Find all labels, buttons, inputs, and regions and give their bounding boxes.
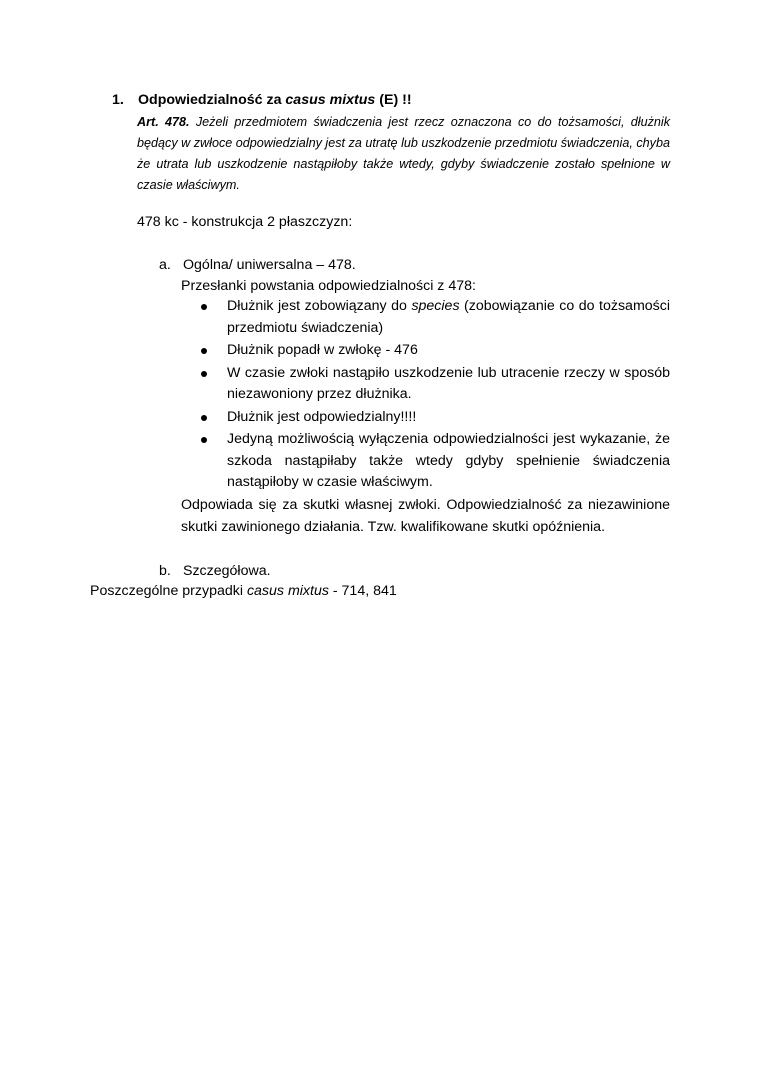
section-a-title <box>159 255 356 276</box>
section-heading <box>112 90 412 110</box>
list-item: W czasie zwłoki nastąpiło uszkodzenie lub utracenie rzeczy w sposób niezawoniony przez dłużnika. <box>199 363 670 406</box>
list-item: Jedyną możliwością wyłączenia odpowiedzialności jest wykazanie, że szkoda nastąpiłaby także wtedy gdyby spełnienie świadczenia nastąpiłoby w czasie właściwym. <box>199 429 670 494</box>
heading-prefix: Odpowiedzialność za <box>138 92 286 108</box>
heading-emph: casus mixtus <box>285 92 376 108</box>
bullet-icon <box>201 304 207 310</box>
section-a-title-text: Ogólna/ uniwersalna – 478. <box>183 257 356 273</box>
article-text: Jeżeli przedmiotem świadczenia jest rzecz oznaczona co do tożsamości, dłużnik będący w zwłoce odpowiedzialny jest za utratę lub uszkodzenie przedmiotu świadczenia, chyba że utrata lub uszkodzenie nastąpiłoby także wtedy, gdyby świadczenie zostało spełnione w czasie właściwym. <box>137 115 670 192</box>
heading-suffix: (E) !! <box>375 92 412 108</box>
bullet-icon <box>201 371 207 377</box>
list-item: Dłużnik jest odpowiedzialny!!!! <box>199 407 670 429</box>
section-a-letter: a. <box>159 257 171 273</box>
bullet-icon <box>201 437 207 443</box>
article-tag: Art. 478. <box>137 115 190 129</box>
bullet-icon <box>201 415 207 421</box>
footer-line: Poszczególne przypadki casus mixtus - 714, 841 <box>90 583 397 599</box>
section-b-letter: b. <box>159 563 171 579</box>
section-b-title <box>159 561 271 582</box>
section-b-title-text: Szczegółowa. <box>183 563 271 579</box>
article-quote <box>137 112 670 196</box>
section-a-closing: Odpowiada się za skutki własnej zwłoki. Odpowiedzialność za niezawinione skutki zawinionego działania. Tzw. kwalifikowane skutki opóźnienia. <box>181 497 670 535</box>
premises-list <box>199 296 670 495</box>
list-item: Dłużnik jest zobowiązany do species (zobowiązanie co do tożsamości przedmiotu świadczenia) <box>199 296 670 339</box>
bullet-icon <box>201 348 207 354</box>
intro-line: 478 kc - konstrukcja 2 płaszczyzn: <box>137 214 353 230</box>
list-item: Dłużnik popadł w zwłokę - 476 <box>199 340 670 362</box>
section-a-subtitle: Przesłanki powstania odpowiedzialności z 478: <box>181 278 476 294</box>
heading-number: 1. <box>112 92 124 108</box>
